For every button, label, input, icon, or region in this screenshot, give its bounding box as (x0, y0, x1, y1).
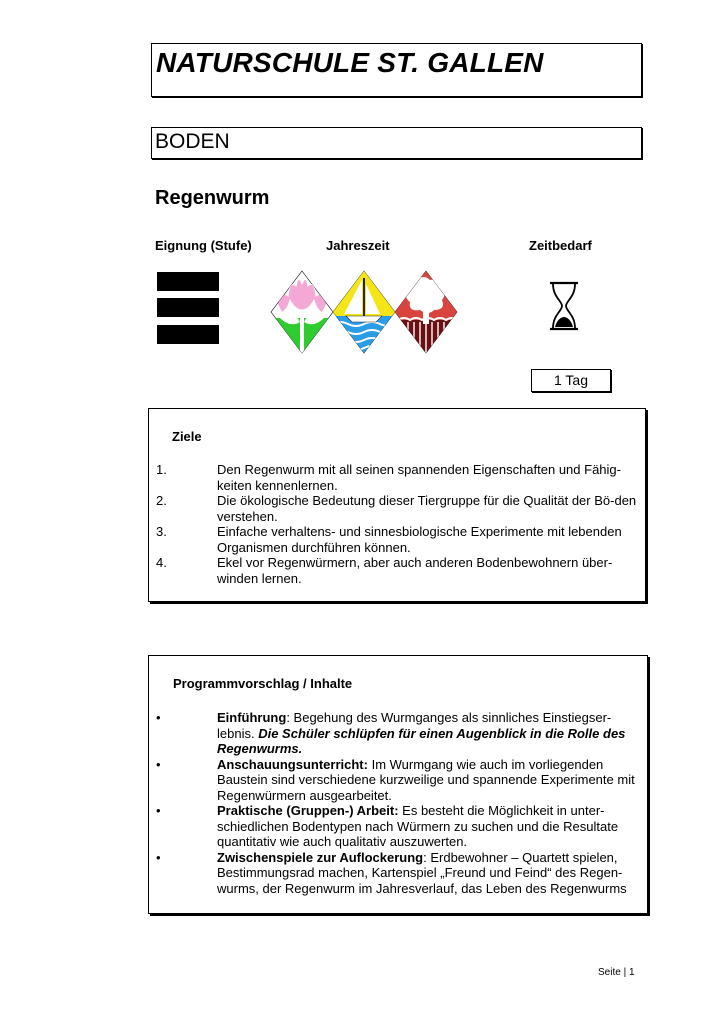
title-box (151, 43, 642, 97)
item-emphasis: Die Schüler schlüpfen für einen Augenblick in die Rolle des Regenwurms. (217, 725, 626, 756)
item-text: Im Wurmgang wie auch im vorliegenden Baustein sind verschiedene kurzweilige und spannende Experimente mit Regenwürmern ausgearbeitet. (217, 756, 635, 803)
topic-box (151, 127, 642, 159)
list-item (156, 493, 638, 524)
bullet-icon: • (156, 849, 161, 865)
item-label: Einführung (217, 710, 287, 725)
zeitbedarf-value: 1 Tag (531, 369, 611, 392)
item-text: : Erdbewohner – Quartett spielen, Bestimmungsrad machen, Kartenspiel „Freund und Feind“ des Regen-wurms, der Regenwurm im Jahresverlauf, das Leben des Regenwurms (217, 849, 627, 896)
item-label: Anschauungsunterricht: (217, 756, 368, 772)
list-item-number: 2. (156, 493, 167, 508)
page-number: Seite | 1 (598, 967, 635, 978)
summer-sailboat-icon (332, 270, 396, 356)
list-item-number: 4. (156, 555, 167, 570)
item-text: Es besteht die Möglichkeit in unter-schiedlichen Bodentypen nach Würmern zu suchen und die Resultate quantitativ wie auch qualitativ auszuwerten. (217, 803, 619, 849)
spring-tulip-icon (270, 271, 334, 356)
list-item-text: Einfache verhaltens- und sinnesbiologische Experimente mit lebenden Organismen durchführen können. (217, 524, 622, 555)
list-item (156, 710, 638, 757)
stufe-bar-3 (157, 325, 219, 344)
ziele-panel (148, 408, 646, 602)
list-item (156, 803, 638, 850)
list-item (156, 850, 638, 897)
list-item-text: Den Regenwurm mit all seinen spannenden Eigenschaften und Fähig-keiten kennenlernen. (217, 462, 621, 493)
list-item-number: 3. (156, 524, 167, 539)
list-item-number: 1. (156, 462, 167, 477)
topic-title: BODEN (155, 130, 230, 153)
ziele-list (156, 462, 638, 586)
programm-title: Programmvorschlag / Inhalte (173, 676, 353, 691)
season-icons (270, 270, 460, 356)
autumn-tree-icon (394, 270, 458, 356)
stufe-bar-2 (157, 298, 219, 317)
stufe-bar-1 (157, 272, 219, 291)
list-item (156, 462, 638, 493)
hourglass-icon (547, 281, 581, 331)
ziele-title: Ziele (172, 429, 202, 444)
list-item (156, 524, 638, 555)
item-text: : Begehung des Wurmganges als sinnliches Einstiegser-lebnis. (217, 710, 612, 741)
jahreszeit-label: Jahreszeit (326, 238, 390, 253)
page-title: NATURSCHULE ST. GALLEN (156, 47, 544, 78)
list-item (156, 757, 638, 804)
module-heading: Regenwurm (155, 187, 270, 209)
list-item (156, 555, 638, 586)
bullet-icon: • (156, 710, 161, 725)
bullet-icon: • (156, 756, 161, 772)
item-label: Zwischenspiele zur Auflockerung (217, 849, 424, 865)
list-item-text: Die ökologische Bedeutung dieser Tiergruppe für die Qualität der Bö-den verstehen. (217, 493, 637, 524)
programm-panel (148, 655, 648, 914)
list-item-text: Ekel vor Regenwürmern, aber auch anderen Bodenbewohnern über-winden lernen. (217, 555, 613, 586)
programm-list (156, 710, 638, 896)
zeitbedarf-label: Zeitbedarf (529, 238, 592, 253)
eignung-label: Eignung (Stufe) (155, 238, 252, 253)
item-label: Praktische (Gruppen-) Arbeit: (217, 803, 399, 818)
bullet-icon: • (156, 803, 161, 818)
